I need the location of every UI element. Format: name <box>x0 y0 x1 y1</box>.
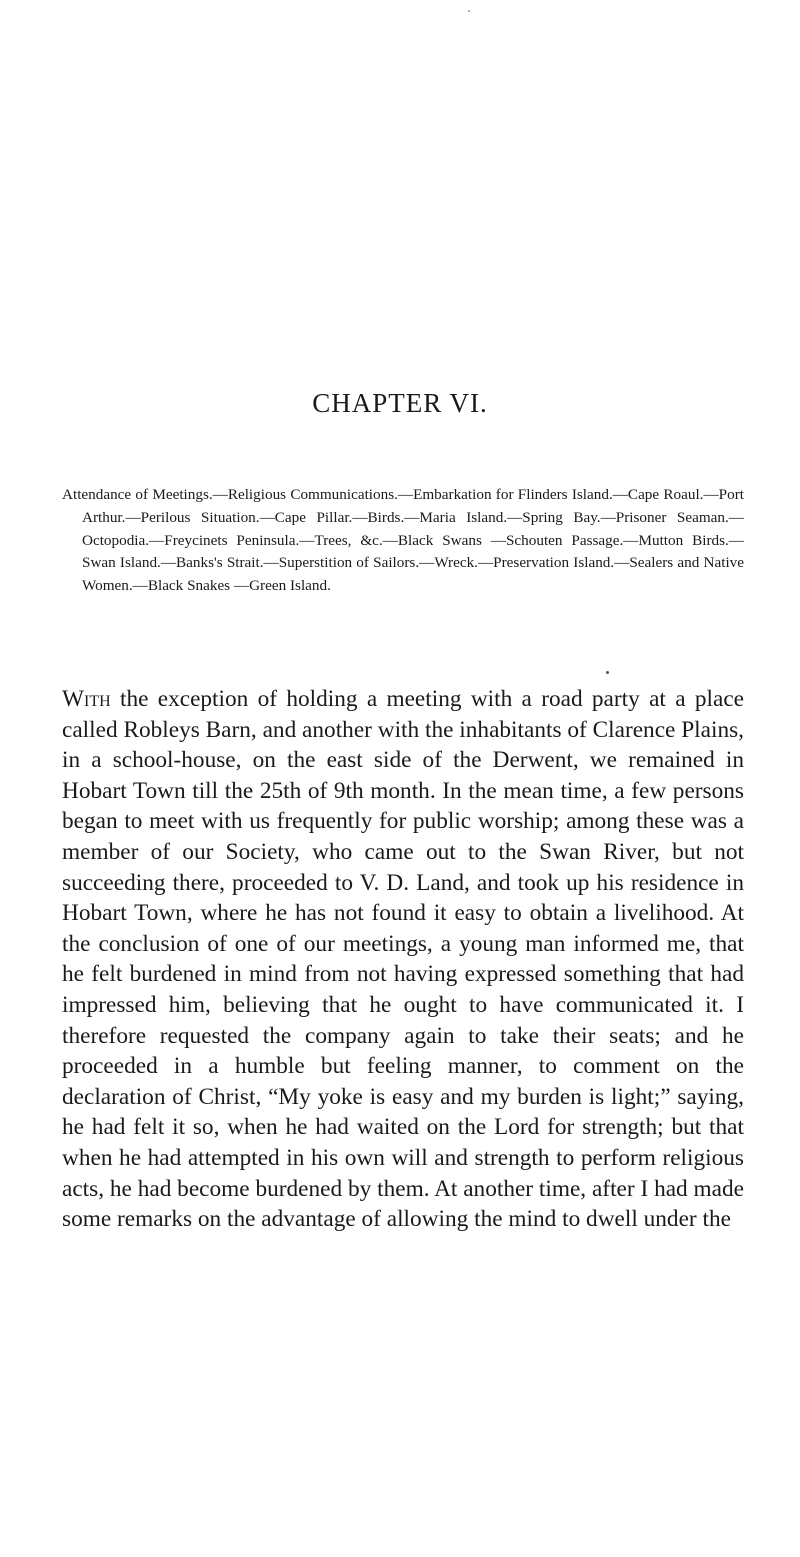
body-paragraph-text: the exception of holding a meeting with a road party at a place called Robleys Barn, and another with the inhabitants of Clarence Plains, in a school-house, on the east side of the Derwent, we remained in Hobart Town till the 25th of 9th month. In the mean time, a few persons began to meet with us frequently for public worship; among these was a member of our Society, who came out to the Swan River, but not succeeding there, proceeded to V. D. Land, and took up his residence in Hobart Town, where he has not found it easy to obtain a livelihood. At the conclusion of one of our meetings, a young man informed me, that he felt burdened in mind from not having expressed something that had impressed him, believing that he ought to have communicated it. I therefore requested the company again to take their seats; and he proceeded in a humble but feeling manner, to comment on the declaration of Christ, “My yoke is easy and my burden is light;” saying, he had felt it so, when he had waited on the Lord for strength; but that when he had attempted in his own will and strength to perform religious acts, he had become burdened by them. At another time, after I had made some remarks on the advantage of allowing the mind to dwell under the <box>62 686 744 1233</box>
print-speck <box>468 10 470 12</box>
chapter-title: CHAPTER VI. <box>312 388 488 418</box>
body-paragraph <box>62 684 744 1235</box>
print-speck <box>606 671 609 674</box>
opening-word: With <box>62 686 111 712</box>
chapter-synopsis: Attendance of Meetings.—Religious Communications.—Embarkation for Flinders Island.—Cape Roaul.—Port Arthur.—Perilous Situation.—Cape Pillar.—Birds.—Maria Island.—Spring Bay.—Prisoner Seaman.—Octopodia.—Freycinets Peninsula.—Trees, &c.—Black Swans —Schouten Passage.—Mutton Birds.—Swan Island.—Banks's Strait.—Superstition of Sailors.—Wreck.—Preservation Island.—Sealers and Native Women.—Black Snakes —Green Island. <box>62 486 744 595</box>
